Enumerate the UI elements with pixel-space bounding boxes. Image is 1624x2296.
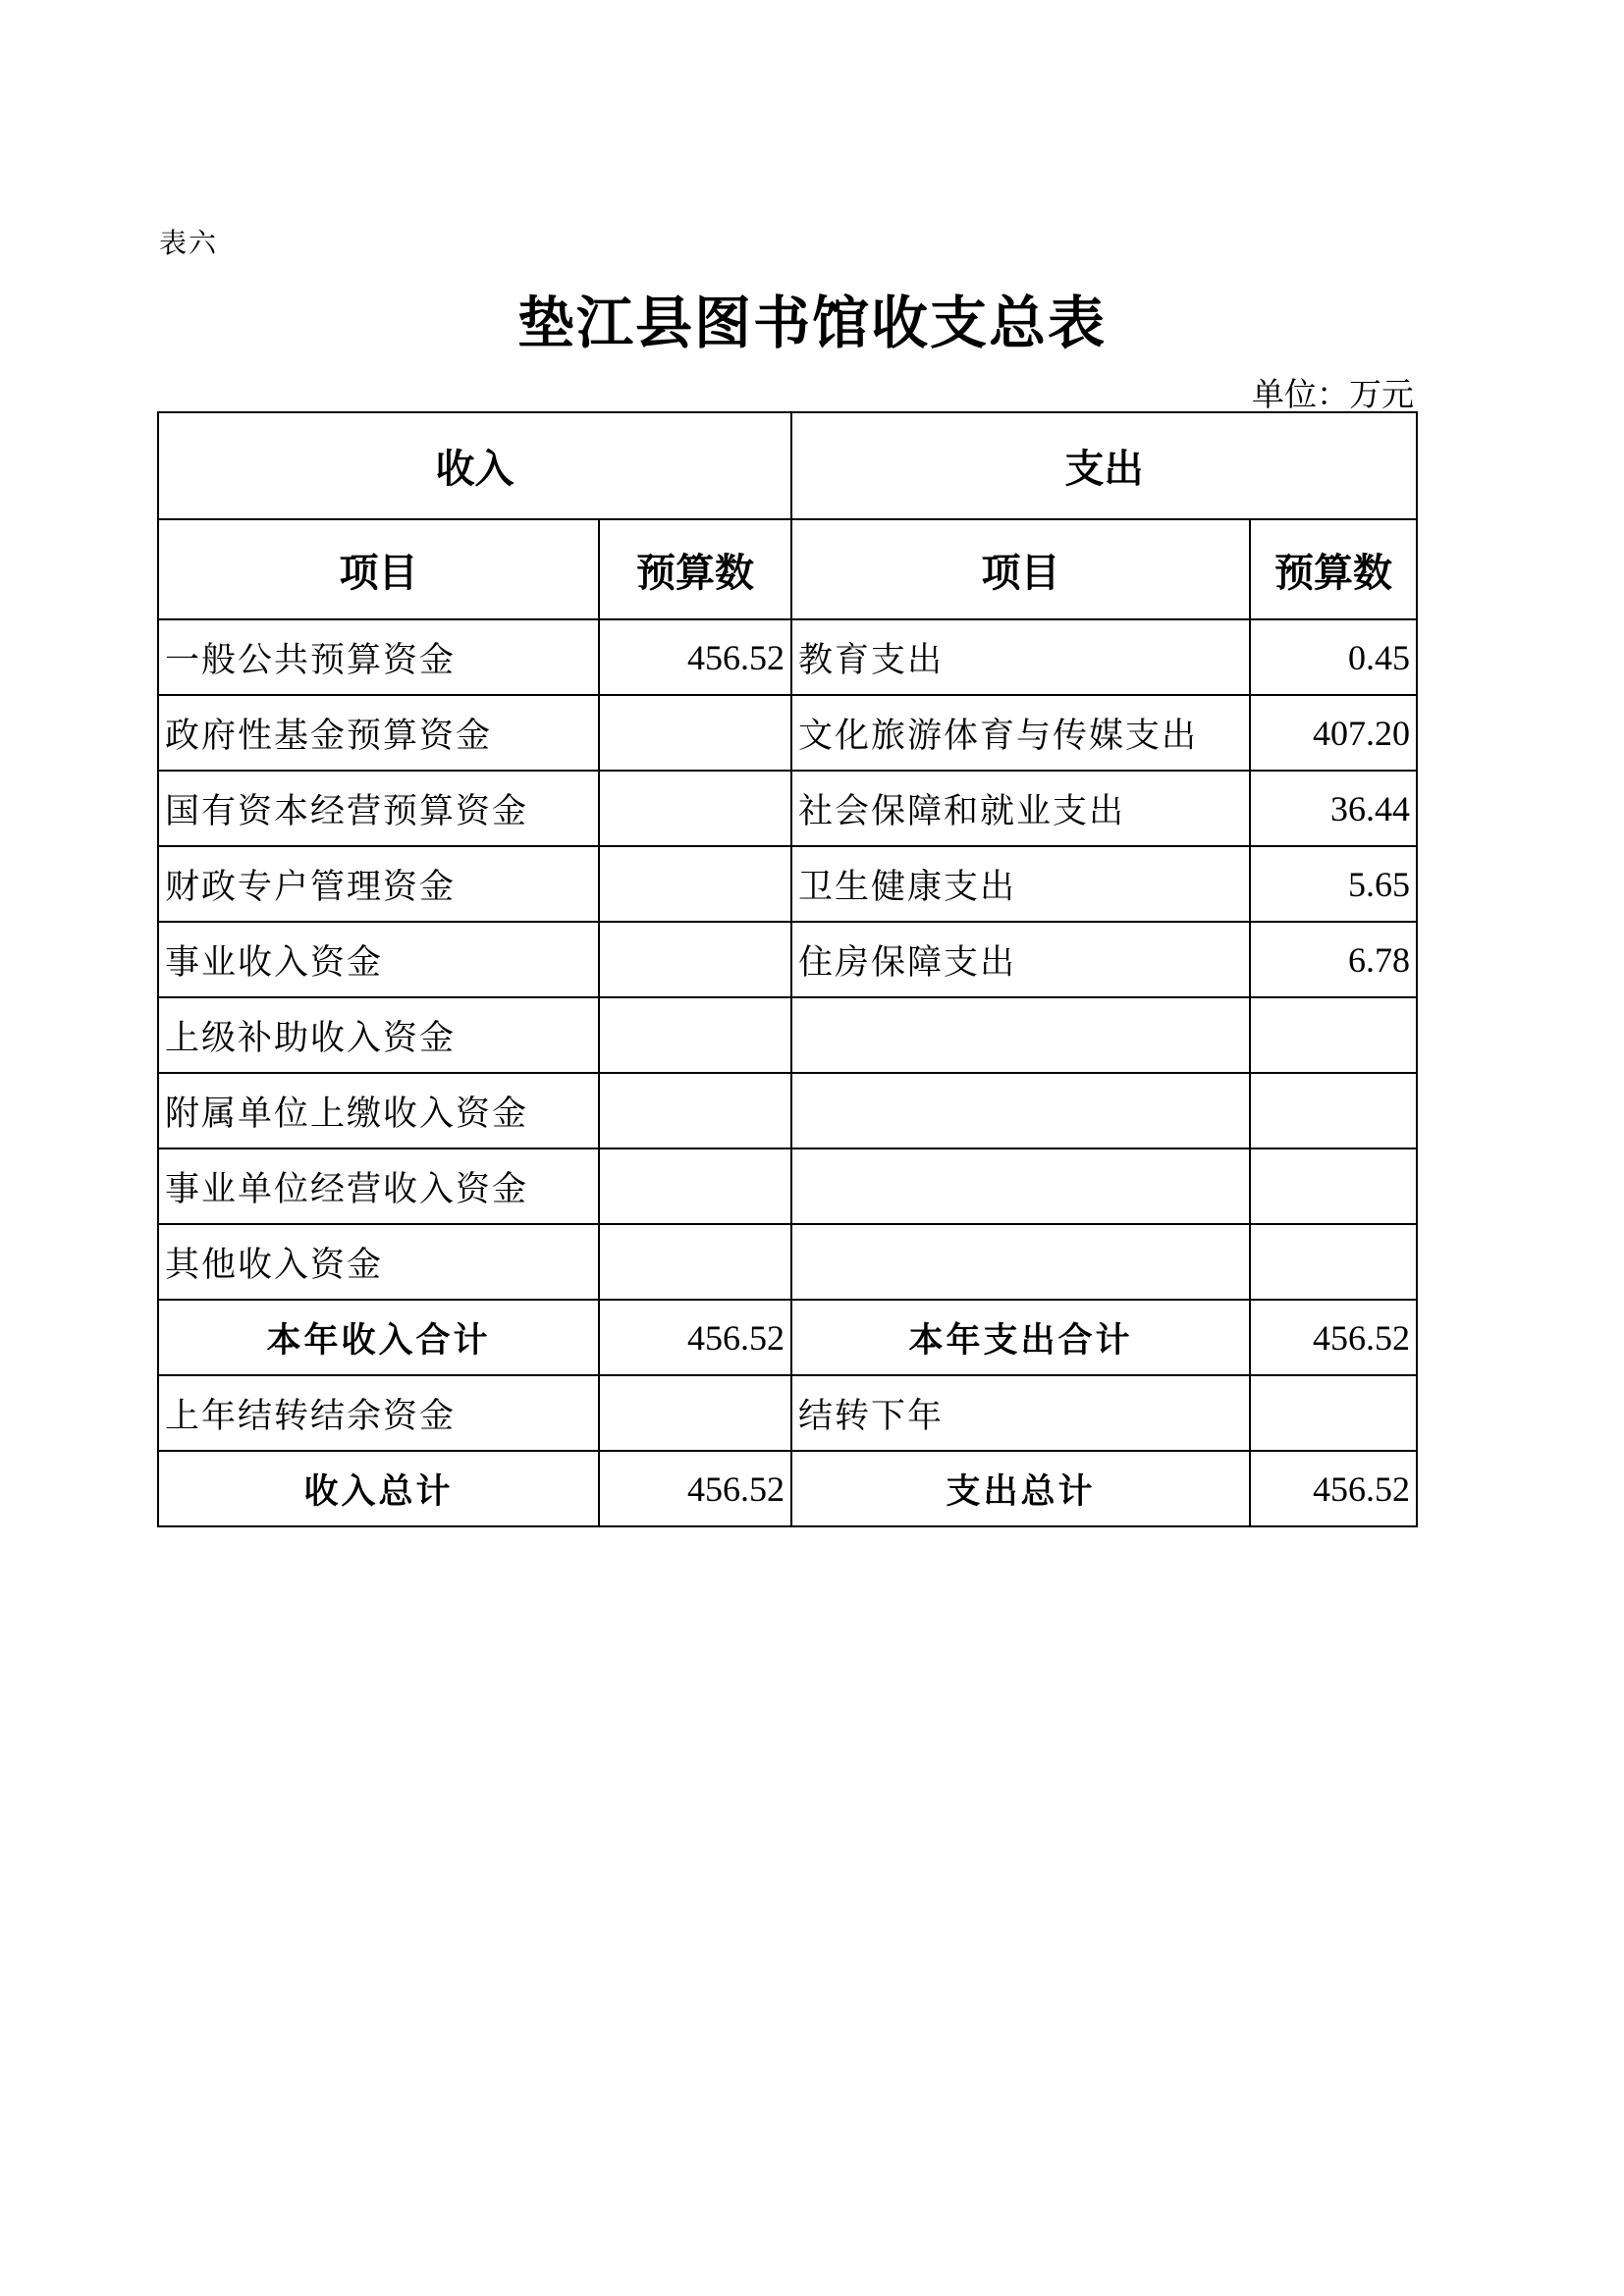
- income-item-cell: 其他收入资金: [158, 1224, 599, 1300]
- expense-value-cell: [1250, 997, 1417, 1073]
- income-value-cell: [599, 997, 791, 1073]
- grand-total-row: [158, 1451, 1417, 1526]
- table-label: 表六: [159, 227, 219, 259]
- expense-value-cell: [1250, 1375, 1417, 1451]
- budget-table-body: [158, 412, 1417, 1526]
- table-row: [158, 922, 1417, 997]
- income-item-cell: 本年收入合计: [158, 1300, 599, 1375]
- expense-item-cell: [791, 997, 1250, 1073]
- income-item-header: 项目: [158, 519, 599, 619]
- expense-item-cell: 卫生健康支出: [791, 846, 1250, 922]
- table-row: [158, 619, 1417, 695]
- income-value-cell: [599, 1375, 791, 1451]
- year-total-row: [158, 1300, 1417, 1375]
- expense-item-cell: 住房保障支出: [791, 922, 1250, 997]
- table-row: [158, 1224, 1417, 1300]
- table-row: [158, 1148, 1417, 1224]
- expense-value-cell: [1250, 1073, 1417, 1148]
- income-item-cell: 上年结转结余资金: [158, 1375, 599, 1451]
- expense-item-cell: 社会保障和就业支出: [791, 771, 1250, 846]
- income-item-cell: 财政专户管理资金: [158, 846, 599, 922]
- income-item-cell: 政府性基金预算资金: [158, 695, 599, 771]
- table-row: [158, 771, 1417, 846]
- expense-item-cell: 本年支出合计: [791, 1300, 1250, 1375]
- expense-value-cell: 5.65: [1250, 846, 1417, 922]
- income-value-cell: [599, 695, 791, 771]
- carry-row: [158, 1375, 1417, 1451]
- income-item-cell: 一般公共预算资金: [158, 619, 599, 695]
- income-budget-header: 预算数: [599, 519, 791, 619]
- unit-label: 单位：万元: [1252, 375, 1414, 413]
- expense-value-cell: 36.44: [1250, 771, 1417, 846]
- table-row: [158, 846, 1417, 922]
- expense-value-cell: 0.45: [1250, 619, 1417, 695]
- income-value-cell: 456.52: [599, 1300, 791, 1375]
- column-header-row: [158, 519, 1417, 619]
- budget-table: [157, 411, 1418, 1527]
- expense-item-cell: 支出总计: [791, 1451, 1250, 1526]
- income-value-cell: [599, 1148, 791, 1224]
- income-item-cell: 附属单位上缴收入资金: [158, 1073, 599, 1148]
- expense-value-cell: 456.52: [1250, 1300, 1417, 1375]
- income-item-cell: 上级补助收入资金: [158, 997, 599, 1073]
- section-expense-header: 支出: [791, 412, 1417, 519]
- expense-item-cell: [791, 1073, 1250, 1148]
- table-row: [158, 1073, 1417, 1148]
- expense-value-cell: 6.78: [1250, 922, 1417, 997]
- section-income-header: 收入: [158, 412, 791, 519]
- expense-budget-header: 预算数: [1250, 519, 1417, 619]
- income-item-cell: 事业收入资金: [158, 922, 599, 997]
- income-value-cell: [599, 771, 791, 846]
- expense-item-cell: [791, 1224, 1250, 1300]
- expense-item-cell: 教育支出: [791, 619, 1250, 695]
- income-item-cell: 收入总计: [158, 1451, 599, 1526]
- income-value-cell: [599, 846, 791, 922]
- table-row: [158, 997, 1417, 1073]
- expense-value-cell: 407.20: [1250, 695, 1417, 771]
- page-title: 垫江县图书馆收支总表: [516, 290, 1107, 356]
- expense-value-cell: 456.52: [1250, 1451, 1417, 1526]
- expense-item-cell: [791, 1148, 1250, 1224]
- income-item-cell: 事业单位经营收入资金: [158, 1148, 599, 1224]
- expense-item-cell: 结转下年: [791, 1375, 1250, 1451]
- income-value-cell: [599, 922, 791, 997]
- section-header-row: [158, 412, 1417, 519]
- income-value-cell: 456.52: [599, 1451, 791, 1526]
- expense-item-header: 项目: [791, 519, 1250, 619]
- table-row: [158, 695, 1417, 771]
- expense-item-cell: 文化旅游体育与传媒支出: [791, 695, 1250, 771]
- expense-value-cell: [1250, 1148, 1417, 1224]
- income-value-cell: 456.52: [599, 619, 791, 695]
- income-item-cell: 国有资本经营预算资金: [158, 771, 599, 846]
- income-value-cell: [599, 1224, 791, 1300]
- income-value-cell: [599, 1073, 791, 1148]
- expense-value-cell: [1250, 1224, 1417, 1300]
